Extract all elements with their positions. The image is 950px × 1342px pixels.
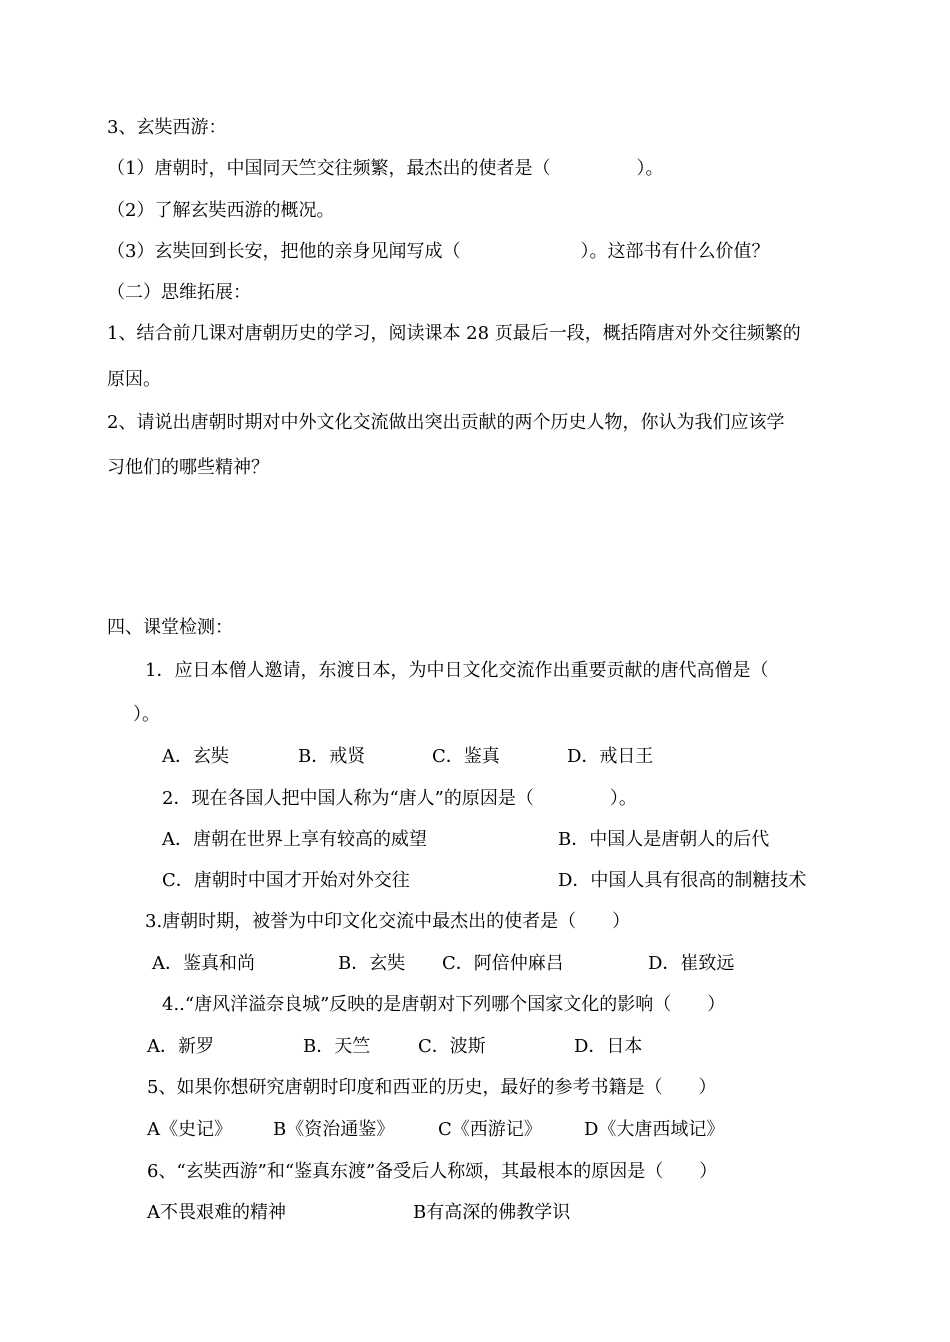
check-q6-option-b[interactable]: B有高深的佛教学识 <box>413 1202 571 1223</box>
check-q1-option-d[interactable]: D．戒日王 <box>567 746 654 767</box>
check-q1-stem-end: ）。 <box>133 704 160 725</box>
section3-q3-text: （3）玄奘回到长安，把他的亲身见闻写成（ <box>107 241 461 262</box>
check-q1-option-a[interactable]: A．玄奘 <box>162 746 229 767</box>
extension-q1-line2: 原因。 <box>107 369 161 390</box>
check-q2-option-a[interactable]: A．唐朝在世界上享有较高的威望 <box>162 829 427 850</box>
check-q5-option-a[interactable]: A《史记》 <box>147 1119 232 1140</box>
check-q2-option-b[interactable]: B．中国人是唐朝人的后代 <box>558 829 770 850</box>
extension-q2-line1: 2、请说出唐朝时期对中外文化交流做出突出贡献的两个历史人物，你认为我们应该学 <box>107 412 785 433</box>
check-q5-option-d[interactable]: D《大唐西域记》 <box>584 1119 725 1140</box>
check-q6-option-a[interactable]: A不畏艰难的精神 <box>147 1202 286 1223</box>
section3-title: 3、玄奘西游： <box>107 117 227 138</box>
check-q3-option-b[interactable]: B．玄奘 <box>338 953 406 974</box>
section3-q1-text: （1）唐朝时，中国同天竺交往频繁，最杰出的使者是（ <box>107 158 551 179</box>
check-q3-option-a[interactable]: A．鉴真和尚 <box>152 953 255 974</box>
section3-q3-close: ）。这部书有什么价值？ <box>580 241 770 262</box>
check-title: 四、课堂检测： <box>107 617 233 638</box>
extension-q2-line2: 习他们的哪些精神？ <box>107 457 269 478</box>
check-q6-stem: 6、“玄奘西游”和“鉴真东渡”备受后人称颂，其最根本的原因是（ ） <box>147 1161 718 1182</box>
check-q3-stem: 3.唐朝时期，被誉为中印文化交流中最杰出的使者是（ ） <box>145 911 631 932</box>
check-q5-stem: 5、如果你想研究唐朝时印度和西亚的历史，最好的参考书籍是（ ） <box>147 1077 717 1098</box>
check-q4-option-d[interactable]: D．日本 <box>574 1036 643 1057</box>
check-q2-close: ）。 <box>609 788 637 809</box>
section3-q2: （2）了解玄奘西游的概况。 <box>107 200 335 221</box>
check-q3-option-d[interactable]: D．崔致远 <box>648 953 735 974</box>
section3-q3 <box>107 240 769 264</box>
extension-title: （二）思维拓展： <box>107 282 251 303</box>
check-q1-option-c[interactable]: C．鉴真 <box>432 746 500 767</box>
check-q3-option-c[interactable]: C．阿倍仲麻吕 <box>442 953 564 974</box>
check-q1-stem: 1．应日本僧人邀请，东渡日本，为中日文化交流作出重要贡献的唐代高僧是（ <box>145 660 769 681</box>
check-q1-option-b[interactable]: B．戒贤 <box>298 746 366 767</box>
extension-q1-line1: 1、结合前几课对唐朝历史的学习，阅读课本 28 页最后一段，概括隋唐对外交往频繁的 <box>107 323 801 344</box>
check-q5-option-c[interactable]: C《西游记》 <box>438 1119 542 1140</box>
check-q4-option-b[interactable]: B．天竺 <box>303 1036 371 1057</box>
check-q5-option-b[interactable]: B《资治通鉴》 <box>273 1119 395 1140</box>
check-q4-option-a[interactable]: A．新罗 <box>147 1036 214 1057</box>
check-q2-option-d[interactable]: D．中国人具有很高的制糖技术 <box>558 870 807 891</box>
check-q2-text: 2．现在各国人把中国人称为“唐人”的原因是（ <box>162 788 534 809</box>
section3-q1-close: ）。 <box>636 158 664 179</box>
check-q2-stem <box>162 787 637 811</box>
check-q2-option-c[interactable]: C．唐朝时中国才开始对外交往 <box>162 870 410 891</box>
check-q4-option-c[interactable]: C．波斯 <box>418 1036 486 1057</box>
section3-q1 <box>107 157 663 181</box>
check-q4-stem: 4..“唐风洋溢奈良城”反映的是唐朝对下列哪个国家文化的影响（ ） <box>162 994 726 1015</box>
